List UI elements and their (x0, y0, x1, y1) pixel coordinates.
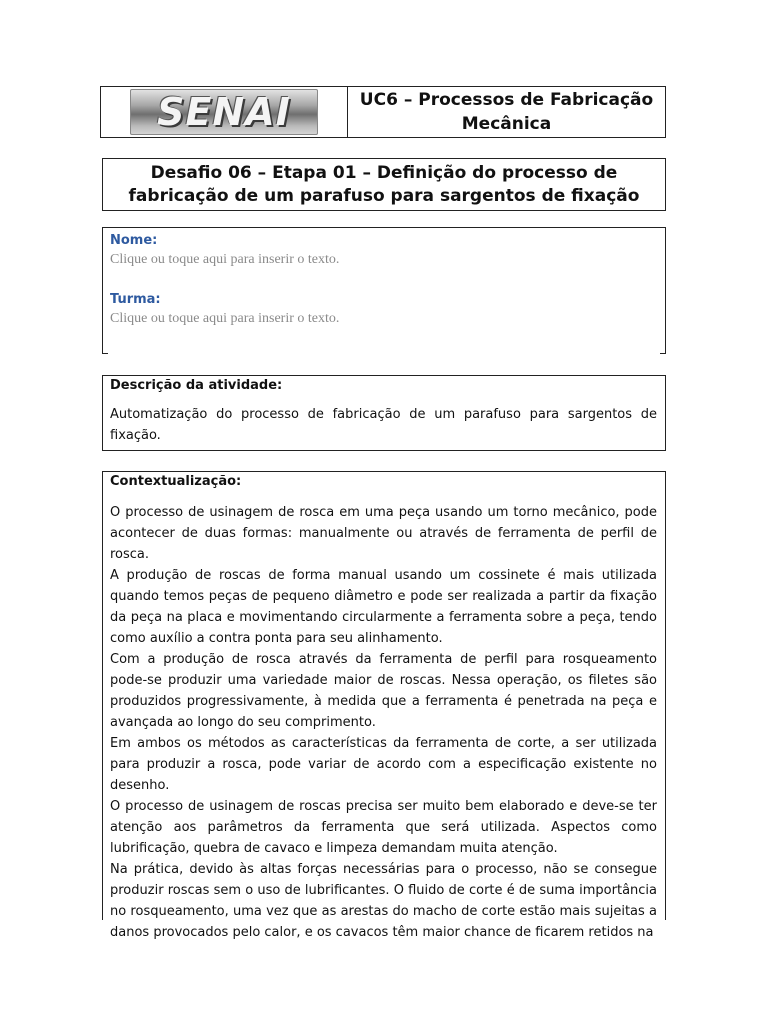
context-heading: Contextualização: (110, 474, 242, 489)
senai-logo (130, 89, 318, 135)
context-paragraph: A produção de roscas de forma manual usando um cossinete é mais utilizada quando temos peças de pequeno diâmetro e pode ser realizada a partir da fixação da peça na placa e movimentando circularmente a ferramenta sobre a peça, tendo como auxílio a contra ponta para seu alinhamento. (110, 568, 657, 646)
course-title: UC6 – Processos de Fabricação Mecânica (359, 90, 654, 134)
senai-logo-text: SENAI (157, 90, 291, 134)
header-table (100, 86, 666, 138)
context-paragraph: O processo de usinagem de roscas precisa ser muito bem elaborado e deve-se ter atenção aos parâmetros da ferramenta que será utilizada. Aspectos como lubrificação, quebra de cavaco e limpeza demandam muita atenção. (110, 799, 657, 856)
description-text: Automatização do processo de fabricação de um parafuso para sargentos de fixação. (110, 407, 657, 443)
context-paragraph: Em ambos os métodos as características da ferramenta de corte, a ser utilizada para produzir a rosca, pode variar de acordo com a especificação existente no desenho. (110, 736, 657, 793)
challenge-title: Desafio 06 – Etapa 01 – Definição do processo de fabricação de um parafuso para sargentos de fixação (102, 158, 666, 211)
logo-cell (101, 87, 348, 137)
name-field[interactable]: Clique ou toque aqui para inserir o texto. (110, 252, 340, 267)
identification-box (102, 227, 666, 353)
class-field[interactable]: Clique ou toque aqui para inserir o texto. (110, 311, 340, 326)
context-paragraph: Na prática, devido às altas forças necessárias para o processo, não se consegue produzir roscas sem o uso de lubrificantes. O fluido de corte é de suma importância no rosqueamento, uma vez que as arestas do macho de corte estão mais sujeitas a danos provocados pelo calor, e os cavacos têm maior chance de ficarem retidos na (110, 862, 657, 940)
description-box (102, 375, 666, 451)
context-paragraph: Com a produção de rosca através da ferramenta de perfil para rosqueamento pode-se produzir uma variedade maior de roscas. Nessa operação, os filetes são produzidos progressivamente, à medida que a ferramenta é penetrada na peça e avançada ao longo do seu comprimento. (110, 652, 657, 730)
class-label: Turma: (110, 292, 161, 307)
name-label: Nome: (110, 233, 158, 248)
context-box (102, 471, 666, 940)
context-paragraph: O processo de usinagem de rosca em uma peça usando um torno mecânico, pode acontecer de duas formas: manualmente ou através de ferramenta de perfil de rosca. (110, 505, 657, 562)
description-heading: Descrição da atividade: (110, 378, 283, 393)
